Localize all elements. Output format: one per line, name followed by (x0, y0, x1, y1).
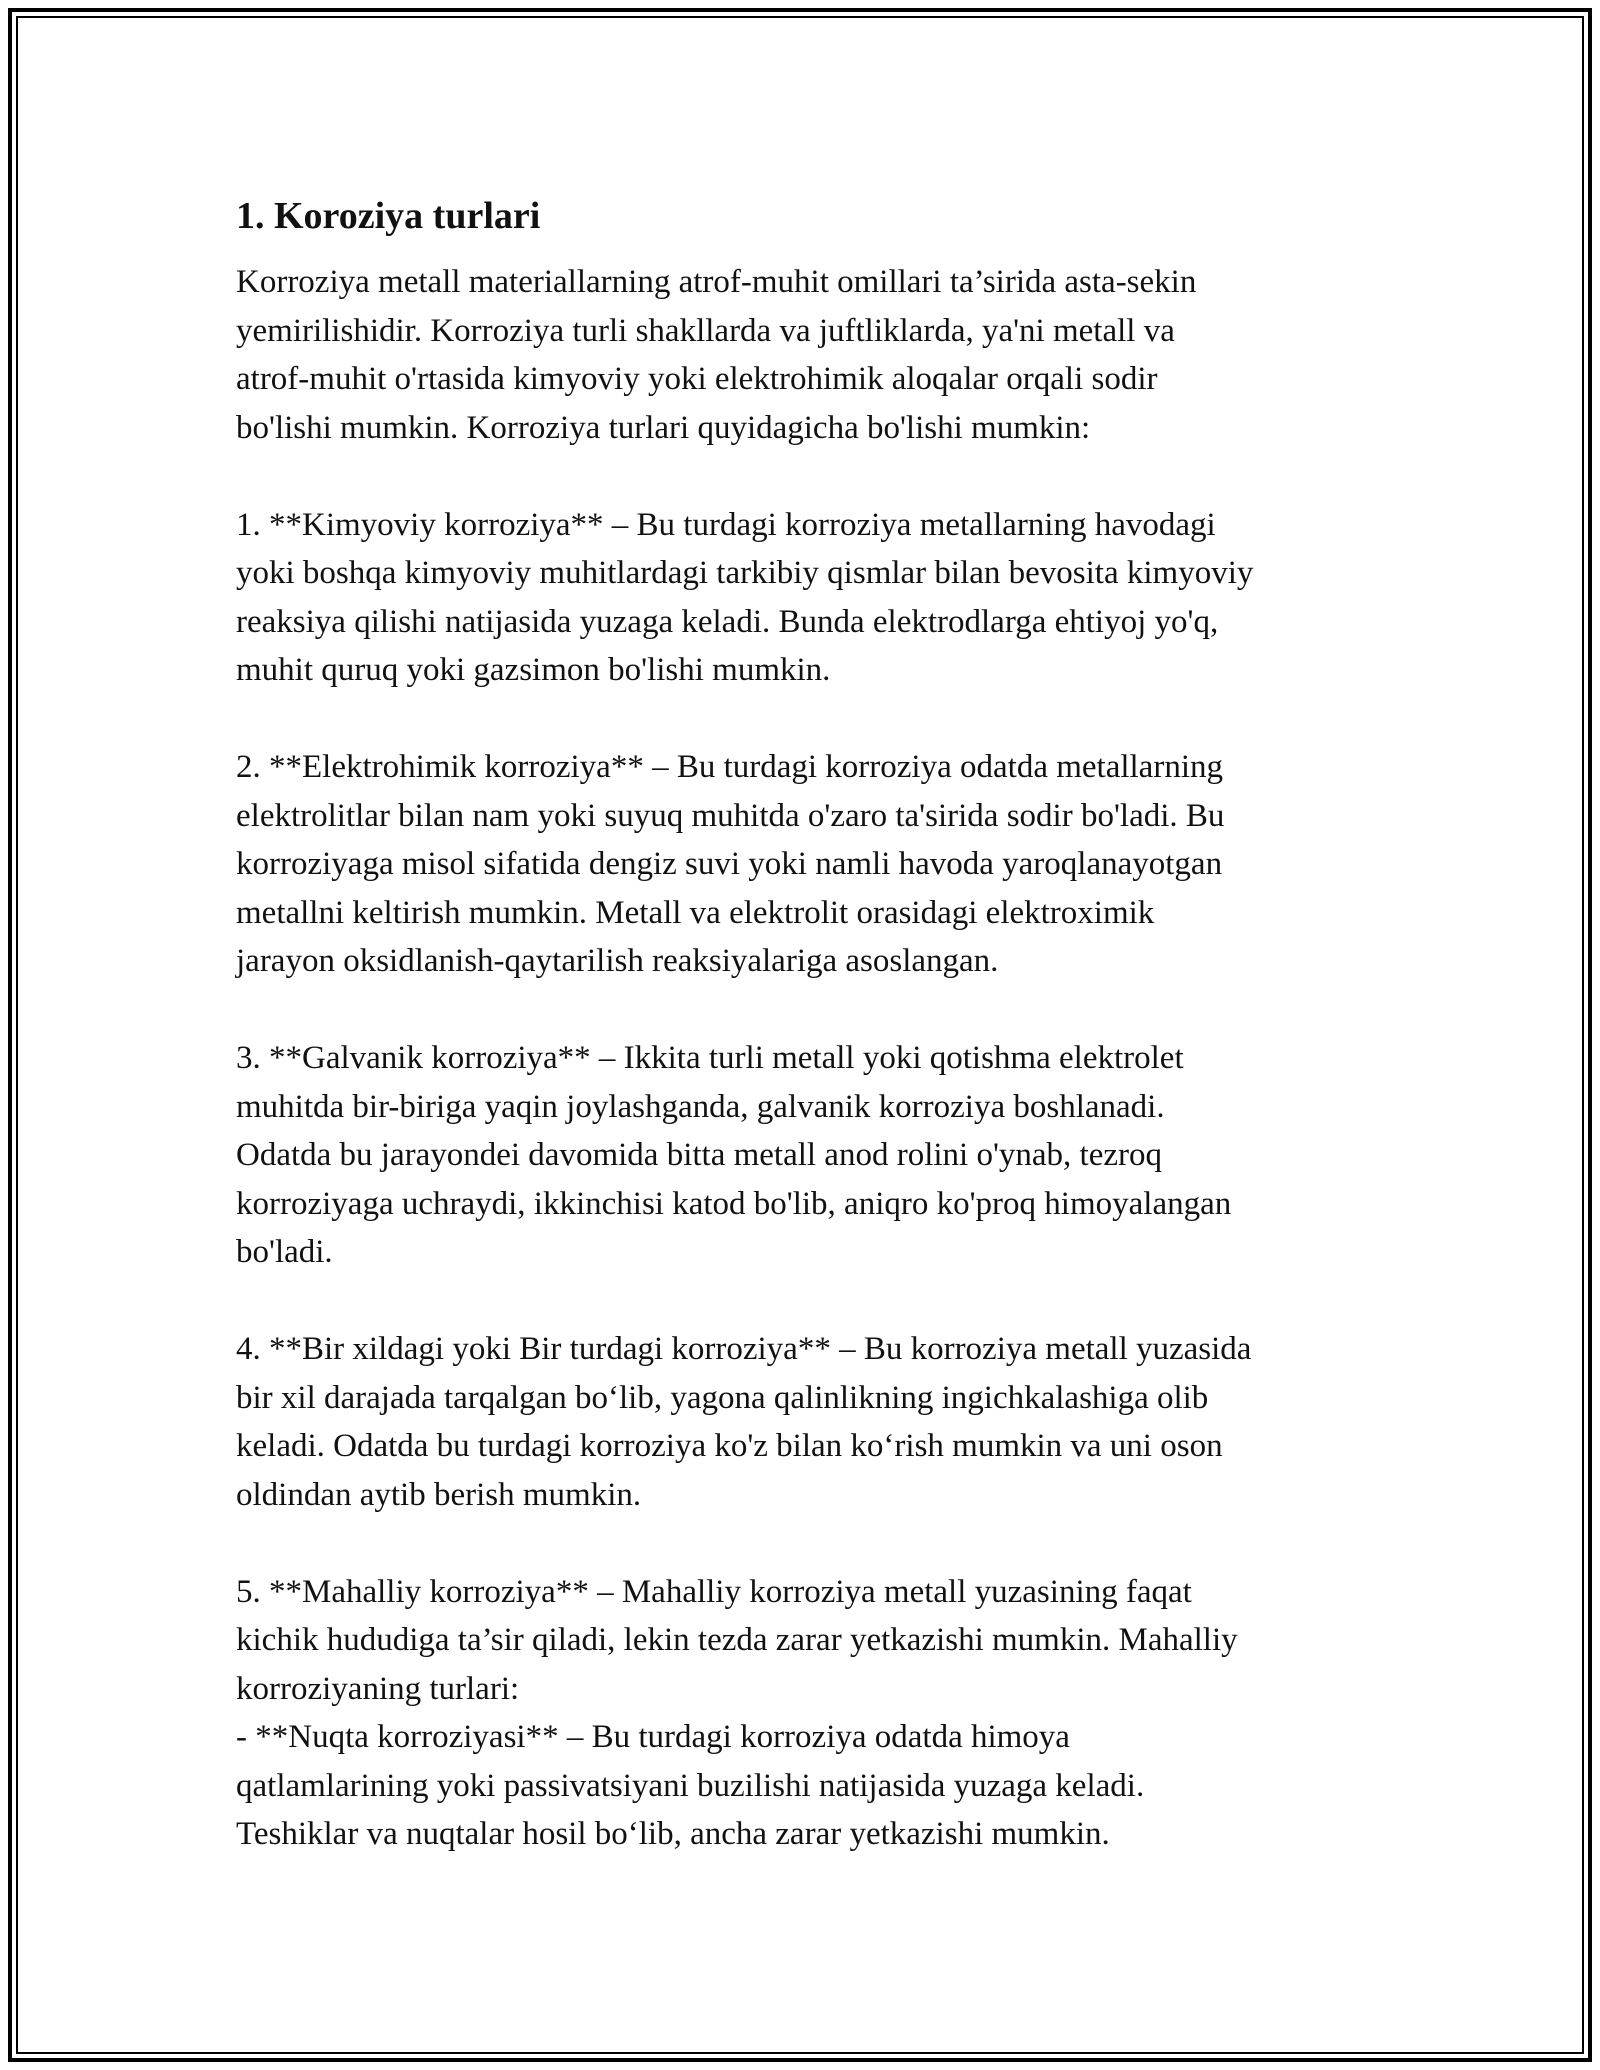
paragraph-chemical-corrosion: 1. **Kimyoviy korroziya** – Bu turdagi korroziya metallarning havodagi yoki boshqa kimyoviy muhitlardagi tarkibiy qismlar bilan bevosita kimyoviy reaksiya qilishi natijasida yuzaga keladi. Bunda elektrodlarga ehtiyoj yo'q, muhit quruq yoki gazsimon bo'lishi mumkin. (236, 506, 1254, 688)
document-body (236, 188, 1386, 1859)
paragraph-uniform-corrosion: 4. **Bir xildagi yoki Bir turdagi korroziya** – Bu korroziya metall yuzasida bir xil darajada tarqalgan bo‘lib, yagona qalinlikning ingichkalashiga olib keladi. Odatda bu turdagi korroziya ko'z bilan ko‘rish mumkin va uni oson oldindan aytib berish mumkin. (236, 1331, 1252, 1513)
intro-paragraph: Korroziya metall materiallarning atrof-muhit omillari ta’sirida asta-sekin yemirilishidir. Korroziya turli shakllarda va juftliklarda, ya'ni metall va atrof-muhit o'rtasida kimyoviy yoki elektrohimik aloqalar orqali sodir bo'lishi mumkin. Korroziya turlari quyidagicha bo'lishi mumkin: (236, 264, 1197, 446)
section-heading: 1. Koroziya turlari (236, 195, 541, 237)
paragraph-local-corrosion: 5. **Mahalliy korroziya** – Mahalliy korroziya metall yuzasining faqat kichik hududiga ta’sir qiladi, lekin tezda zarar yetkazishi mumkin. Mahalliy korroziyaning turlari: - **Nuqta korroziyasi** – Bu turdagi korroziya odatda himoya qatlamlarining yoki passivatsiyani buzilishi natijasida yuzaga keladi. Teshiklar va nuqtalar hosil bo‘lib, ancha zarar yetkazishi mumkin. (236, 1573, 1238, 1852)
paragraph-galvanic-corrosion: 3. **Galvanik korroziya** – Ikkita turli metall yoki qotishma elektrolet muhitda bir-biriga yaqin joylashganda, galvanik korroziya boshlanadi. Odatda bu jarayondei davomida bitta metall anod rolini o'ynab, tezroq korroziyaga uchraydi, ikkinchisi katod bo'lib, aniqro ko'proq himoyalangan bo'ladi. (236, 1040, 1232, 1270)
paragraph-electrochemical-corrosion: 2. **Elektrohimik korroziya** – Bu turdagi korroziya odatda metallarning elektrolitlar bilan nam yoki suyuq muhitda o'zaro ta'sirida sodir bo'ladi. Bu korroziyaga misol sifatida dengiz suvi yoki namli havoda yaroqlanayotgan metallni keltirish mumkin. Metall va elektrolit orasidagi elektroximik jarayon oksidlanish-qaytarilish reaksiyalariga asoslangan. (236, 749, 1225, 979)
